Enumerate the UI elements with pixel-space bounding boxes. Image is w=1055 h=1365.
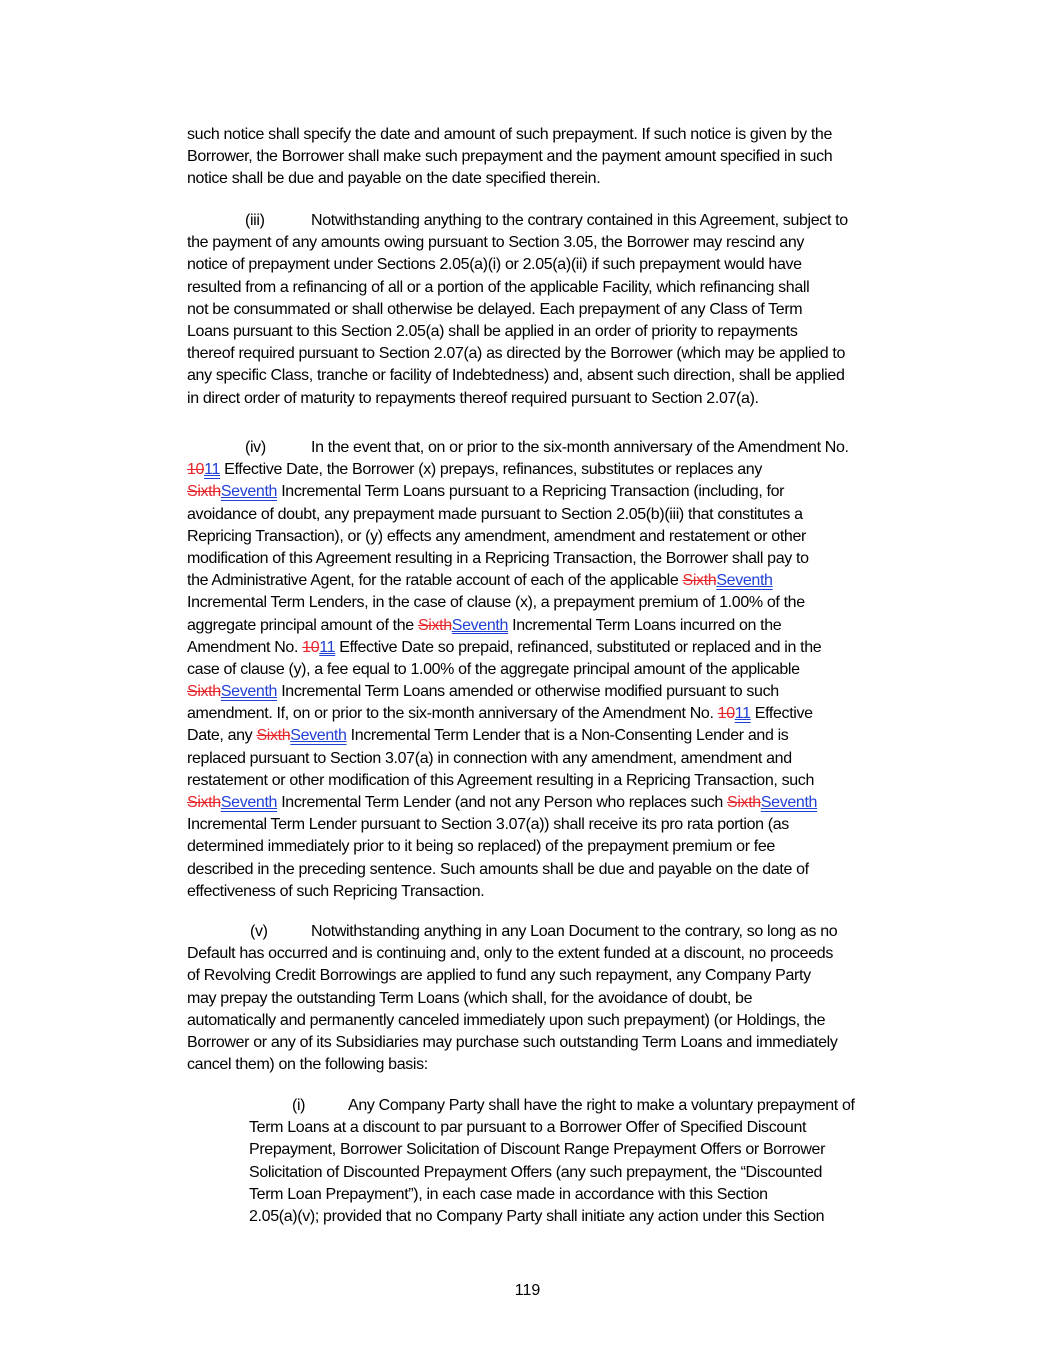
inserted-text: 11 [734, 705, 751, 723]
deleted-text: 10 [717, 705, 735, 723]
inserted-text: Seventh [220, 683, 278, 701]
text-line: Term Loans at a discount to par pursuant to a Borrower Offer of Specified Discount [249, 1119, 807, 1137]
text-line: Borrower, the Borrower shall make such prepayment and the payment amount specified in such [187, 148, 833, 166]
inserted-text: Seventh [760, 794, 818, 811]
section-marker: (iii) [245, 212, 265, 229]
text-line: automatically and permanently canceled immediately upon such prepayment) (or Holdings, the [187, 1011, 826, 1029]
text-line: 2.05(a)(v); provided that no Company Party shall initiate any action under this Section [249, 1207, 825, 1225]
text-line: Solicitation of Discounted Prepayment Offers (any such prepayment, the “Discounted [249, 1163, 823, 1181]
text-span: Effective Date so prepaid, refinanced, substituted or replaced and in the [335, 638, 822, 656]
text-line: effectiveness of such Repricing Transaction. [187, 882, 485, 900]
text-line [187, 921, 947, 943]
text-line: may prepay the outstanding Term Loans (which shall, for the avoidance of doubt, be [187, 989, 753, 1007]
section-marker: (i) [292, 1097, 306, 1114]
inserted-text: Seventh [716, 572, 773, 590]
text-line: notice of prepayment under Sections 2.05(a)(i) or 2.05(a)(ii) if such prepayment would have [187, 256, 802, 274]
text-line: resulted from a refinancing of all or a portion of the applicable Facility, which refinancing shall [187, 278, 810, 296]
text-line [187, 459, 947, 481]
text-line [187, 437, 947, 459]
inserted-text: Seventh [220, 483, 278, 501]
section-marker: (iv) [245, 439, 266, 456]
paragraph-iii [187, 210, 947, 410]
section-marker: (v) [250, 923, 268, 940]
deleted-text: Sixth [417, 616, 452, 634]
text-line: Loans pursuant to this Section 2.05(a) shall be applied in an order of priority to repayments [187, 322, 798, 340]
text-line [187, 210, 947, 232]
text-line: Default has occurred and is continuing and, only to the extent funded at a discount, no proceeds [187, 945, 833, 963]
text-line: Borrower or any of its Subsidiaries may purchase such outstanding Term Loans and immediately [187, 1033, 838, 1051]
text-line [187, 725, 947, 747]
text-line: case of clause (y), a fee equal to 1.00% of the aggregate principal amount of the applicable [187, 660, 800, 678]
paragraph-v [187, 921, 947, 1076]
inserted-text: 11 [204, 461, 221, 479]
text-line: thereof required pursuant to Section 2.07(a) as directed by the Borrower (which may be applied to [187, 345, 845, 363]
text-line [187, 681, 947, 703]
text-line: notice shall be due and payable on the date specified therein. [187, 170, 601, 188]
text-line: avoidance of doubt, any prepayment made pursuant to Section 2.05(b)(iii) that constitutes a [187, 505, 803, 523]
text-span: the Administrative Agent, for the ratable account of each of the applicable [187, 572, 683, 590]
text-line: in direct order of maturity to repayments thereof required pursuant to Section 2.07(a). [187, 389, 759, 407]
text-span: In the event that, on or prior to the six-month anniversary of the Amendment No. [311, 439, 849, 456]
paragraph-iv [187, 437, 947, 903]
text-span: Any Company Party shall have the right to make a voluntary prepayment of [348, 1097, 855, 1114]
text-line: such notice shall specify the date and amount of such prepayment. If such notice is given by the [187, 126, 833, 143]
text-span: Amendment No. [187, 638, 303, 656]
paragraph-v-i [249, 1095, 949, 1228]
text-line: Incremental Term Lender pursuant to Section 3.07(a)) shall receive its pro rata portion (as [187, 816, 789, 834]
text-span: Incremental Term Loans amended or otherwise modified pursuant to such [277, 683, 779, 701]
text-span: Incremental Term Loans pursuant to a Repricing Transaction (including, for [277, 483, 785, 501]
text-line [187, 615, 947, 637]
text-line [187, 481, 947, 503]
deleted-text: Sixth [256, 727, 291, 745]
deleted-text: Sixth [187, 483, 221, 501]
text-span: Date, any [187, 727, 257, 745]
page-number: 119 [514, 1282, 541, 1299]
text-span: Incremental Term Lender that is a Non-Consenting Lender and is [346, 727, 789, 745]
text-line: cancel them) on the following basis: [187, 1056, 428, 1074]
text-line [249, 1095, 949, 1117]
paragraph-intro [187, 124, 947, 191]
text-line: Term Loan Prepayment”), in each case made in accordance with this Section [249, 1185, 768, 1203]
text-line: Prepayment, Borrower Solicitation of Discount Range Prepayment Offers or Borrower [249, 1141, 826, 1159]
deleted-text: Sixth [727, 794, 761, 811]
inserted-text: Seventh [220, 794, 278, 811]
text-line: described in the preceding sentence. Such amounts shall be due and payable on the date of [187, 860, 809, 878]
text-line [187, 703, 947, 725]
text-span: Notwithstanding anything to the contrary contained in this Agreement, subject to [311, 212, 848, 229]
deleted-text: 10 [302, 638, 320, 656]
text-span: aggregate principal amount of the [187, 616, 418, 634]
text-span: Notwithstanding anything in any Loan Document to the contrary, so long as no [311, 923, 838, 940]
deleted-text: Sixth [682, 572, 717, 590]
text-line: determined immediately prior to it being so replaced) of the prepayment premium or fee [187, 838, 775, 856]
text-line: the payment of any amounts owing pursuant to Section 3.05, the Borrower may rescind any [187, 234, 805, 252]
text-span: Effective Date, the Borrower (x) prepays, refinances, substitutes or replaces any [220, 461, 762, 479]
text-span: Effective [750, 705, 813, 723]
text-line [187, 792, 947, 814]
text-line [187, 570, 947, 592]
text-line [187, 637, 947, 659]
inserted-text: 11 [319, 638, 336, 656]
text-line: restatement or other modification of this Agreement resulting in a Repricing Transaction, such [187, 771, 814, 789]
text-span: amendment. If, on or prior to the six-month anniversary of the Amendment No. [187, 705, 718, 723]
text-line: Repricing Transaction), or (y) effects any amendment, amendment and restatement or other [187, 527, 806, 545]
deleted-text: Sixth [187, 794, 221, 811]
text-span: Incremental Term Loans incurred on the [508, 616, 782, 634]
text-span: Incremental Term Lender (and not any Person who replaces such [277, 794, 728, 811]
text-line: Incremental Term Lenders, in the case of clause (x), a prepayment premium of 1.00% of the [187, 594, 805, 612]
inserted-text: Seventh [451, 616, 509, 634]
deleted-text: Sixth [187, 683, 221, 701]
text-line: of Revolving Credit Borrowings are applied to fund any such repayment, any Company Party [187, 967, 811, 985]
text-line: not be consummated or shall otherwise be delayed. Each prepayment of any Class of Term [187, 300, 803, 318]
text-line: any specific Class, tranche or facility of Indebtedness) and, absent such direction, shall be applied [187, 367, 845, 385]
text-line: replaced pursuant to Section 3.07(a) in connection with any amendment, amendment and [187, 749, 792, 767]
text-line: modification of this Agreement resulting in a Repricing Transaction, the Borrower shall pay to [187, 549, 809, 567]
inserted-text: Seventh [290, 727, 347, 745]
deleted-text: 10 [187, 461, 205, 479]
